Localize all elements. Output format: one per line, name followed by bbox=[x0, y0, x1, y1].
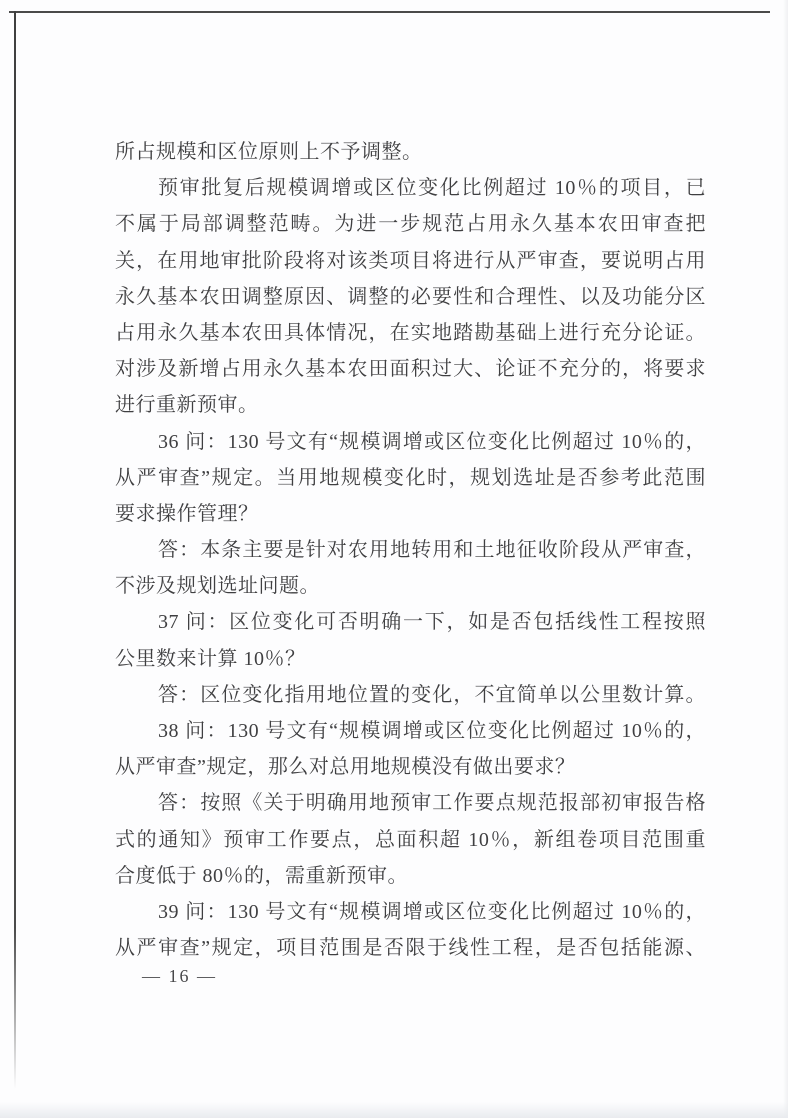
text-line: 从严审查”规定。当用地规模变化时，规划选址是否参考此范围 bbox=[115, 466, 706, 489]
document-body bbox=[115, 134, 706, 966]
text-line: 37 问：区位变化可否明确一下，如是否包括线性工程按照 bbox=[158, 611, 706, 634]
text-line: 不涉及规划选址问题。 bbox=[115, 575, 320, 598]
text-line: 对涉及新增占用永久基本农田面积过大、论证不充分的，将要求 bbox=[115, 358, 706, 381]
text-line: 答：区位变化指用地位置的变化，不宜简单以公里数计算。 bbox=[158, 683, 706, 706]
text-line: 38 问：130 号文有“规模调增或区位变化比例超过 10％的， bbox=[158, 720, 706, 742]
text-line: 所占规模和区位原则上不予调整。 bbox=[115, 141, 423, 163]
text-line: 公里数来计算 10％？ bbox=[115, 647, 306, 670]
text-line: 进行重新预审。 bbox=[115, 394, 259, 417]
scan-right-edge-shadow bbox=[783, 0, 788, 1118]
text-line: 式的通知》预审工作要点，总面积超 10％，新组卷项目范围重 bbox=[115, 828, 706, 851]
page-left-border-line bbox=[14, 11, 16, 1089]
text-line: 36 问：130 号文有“规模调增或区位变化比例超过 10％的， bbox=[158, 430, 706, 453]
text-line: 从严审查”规定，那么对总用地规模没有做出要求？ bbox=[115, 756, 576, 779]
text-line: 答：按照《关于明确用地预审工作要点规范报部初审报告格 bbox=[158, 792, 706, 815]
text-line: 答：本条主要是针对农用地转用和土地征收阶段从严审查， bbox=[158, 539, 706, 562]
text-line: 永久基本农田调整原因、调整的必要性和合理性、以及功能分区 bbox=[115, 285, 706, 308]
text-line: 关，在用地审批阶段将对该类项目将进行从严审查，要说明占用 bbox=[115, 249, 706, 272]
text-line: 预审批复后规模调增或区位变化比例超过 10％的项目，已 bbox=[158, 177, 706, 200]
text-line: 39 问：130 号文有“规模调增或区位变化比例超过 10％的， bbox=[158, 900, 706, 923]
page-top-border-line bbox=[9, 11, 770, 13]
text-line: 合度低于 80％的，需重新预审。 bbox=[115, 864, 408, 887]
scan-bottom-edge-shadow bbox=[0, 1102, 788, 1118]
text-line: 要求操作管理？ bbox=[115, 502, 259, 525]
page-number: — 16 — bbox=[142, 966, 217, 986]
text-line: 从严审查”规定，项目范围是否限于线性工程，是否包括能源、 bbox=[115, 937, 706, 960]
text-line: 占用永久基本农田具体情况，在实地踏勘基础上进行充分论证。 bbox=[115, 321, 706, 344]
text-line: 不属于局部调整范畴。为进一步规范占用永久基本农田审查把 bbox=[115, 213, 706, 236]
